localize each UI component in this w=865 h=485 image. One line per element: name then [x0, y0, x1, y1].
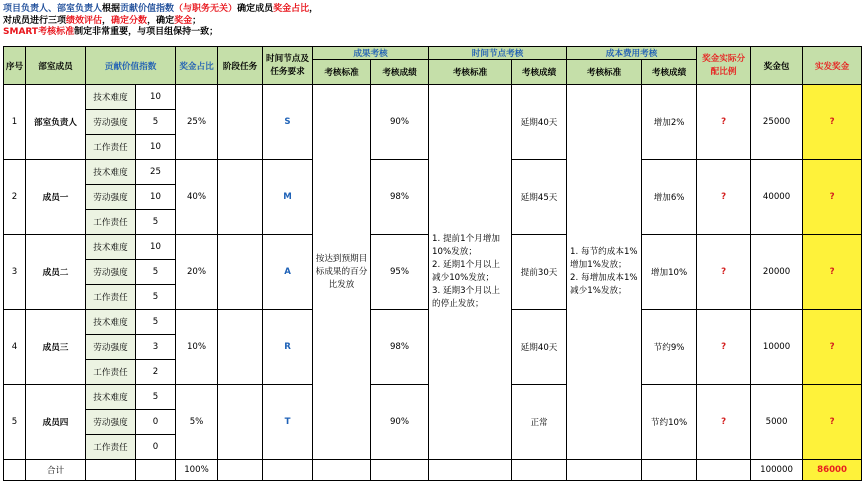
bonus-pool-cell: 40000 — [751, 160, 803, 235]
time-score-cell: 延期45天 — [512, 160, 567, 235]
seq-cell: 4 — [4, 310, 26, 385]
value-cell: 10 — [136, 235, 176, 260]
bonus-pool-cell: 10000 — [751, 310, 803, 385]
stage-task-cell — [218, 235, 263, 310]
result-score-cell: 98% — [371, 310, 429, 385]
total-empty-cell — [86, 460, 136, 481]
cost-std-cell — [567, 85, 642, 460]
value-cell: 10 — [136, 135, 176, 160]
actual-bonus-header: 实发奖金 — [803, 47, 862, 85]
note-line-3 — [3, 27, 861, 39]
value-cell: 5 — [136, 385, 176, 410]
total-empty-cell — [4, 460, 26, 481]
actual-ratio-cell: ? — [697, 235, 751, 310]
subrow-label: 技术难度 — [86, 385, 136, 410]
total-empty-cell — [371, 460, 429, 481]
actual-bonus-cell: ? — [803, 385, 862, 460]
subrow-label: 工作责任 — [86, 360, 136, 385]
actual-ratio-header: 奖金实际分配比例 — [697, 47, 751, 85]
note-text: （与职务无关） — [174, 4, 238, 14]
total-row — [4, 460, 862, 481]
note-line-2 — [3, 16, 861, 28]
actual-bonus-cell: ? — [803, 85, 862, 160]
cost-group-header: 成本费用考核 — [567, 47, 697, 60]
note-text: ， — [309, 4, 319, 14]
result-group-header: 成果考核 — [313, 47, 429, 60]
value-index-header: 贡献价值指数 — [86, 47, 176, 85]
result-score-cell: 90% — [371, 85, 429, 160]
value-cell: 10 — [136, 85, 176, 110]
subrow-label: 工作责任 — [86, 210, 136, 235]
smart-letter-cell: A — [263, 235, 313, 310]
time-score-cell: 正常 — [512, 385, 567, 460]
bonus-ratio-cell: 40% — [176, 160, 218, 235]
member-name-cell: 成员三 — [26, 310, 86, 385]
actual-bonus-cell: ? — [803, 235, 862, 310]
bonus-ratio-cell: 20% — [176, 235, 218, 310]
note-text: 确定分数 — [111, 15, 148, 26]
subrow-label: 工作责任 — [86, 435, 136, 460]
value-cell: 2 — [136, 360, 176, 385]
note-text: 项目负责人、部室负责人 — [3, 4, 103, 14]
seq-cell: 2 — [4, 160, 26, 235]
value-cell: 25 — [136, 160, 176, 185]
bonus-pool-header: 奖金包 — [751, 47, 803, 85]
note-text: 根据 — [102, 4, 121, 14]
header-row-1 — [4, 47, 862, 60]
stage-task-cell — [218, 310, 263, 385]
bonus-ratio-cell: 25% — [176, 85, 218, 160]
total-empty-cell — [642, 460, 697, 481]
time-std-cell — [429, 85, 512, 460]
seq-cell: 3 — [4, 235, 26, 310]
value-cell: 3 — [136, 335, 176, 360]
smart-letter-cell: S — [263, 85, 313, 160]
value-cell: 0 — [136, 435, 176, 460]
actual-ratio-cell: ? — [697, 85, 751, 160]
actual-bonus-cell: ? — [803, 310, 862, 385]
note-line-1 — [3, 4, 861, 16]
total-empty-cell — [136, 460, 176, 481]
cost-std-header: 考核标准 — [567, 60, 642, 85]
actual-ratio-cell: ? — [697, 310, 751, 385]
cost-score-cell: 增加2% — [642, 85, 697, 160]
table-row — [4, 85, 862, 110]
value-cell: 5 — [136, 285, 176, 310]
result-std-header: 考核标准 — [313, 60, 371, 85]
subrow-label: 技术难度 — [86, 235, 136, 260]
subrow-label: 劳动强度 — [86, 335, 136, 360]
smart-letter-cell: M — [263, 160, 313, 235]
subrow-label: 工作责任 — [86, 285, 136, 310]
time-score-header: 考核成绩 — [512, 60, 567, 85]
time-group-header: 时间节点考核 — [429, 47, 567, 60]
member-name-cell: 部室负责人 — [26, 85, 86, 160]
instruction-notes — [3, 4, 861, 39]
value-cell: 0 — [136, 410, 176, 435]
note-text: ； — [192, 15, 202, 26]
note-text: 制定非常重要，与项目组保持一致； — [74, 27, 219, 38]
time-std-line: 3. 延期3个月以上的停止发放； — [432, 286, 500, 309]
value-cell: 5 — [136, 260, 176, 285]
smart-letter-cell: R — [263, 310, 313, 385]
member-name-cell: 成员一 — [26, 160, 86, 235]
dept-header: 部室成员 — [26, 47, 86, 85]
total-pool: 100000 — [751, 460, 803, 481]
cost-score-cell: 节约10% — [642, 385, 697, 460]
bonus-ratio-header: 奖金占比 — [176, 47, 218, 85]
note-text: 绩效评估 — [66, 15, 103, 26]
subrow-label: 技术难度 — [86, 85, 136, 110]
subrow-label: 劳动强度 — [86, 110, 136, 135]
subrow-label: 劳动强度 — [86, 185, 136, 210]
note-text: 奖金占比 — [273, 4, 310, 14]
subrow-label: 工作责任 — [86, 135, 136, 160]
bonus-allocation-table — [3, 46, 862, 481]
time-score-cell: 延期40天 — [512, 85, 567, 160]
subrow-label: 技术难度 — [86, 160, 136, 185]
stage-task-header: 阶段任务 — [218, 47, 263, 85]
note-text: 确定成员 — [237, 4, 274, 14]
cost-std-line: 1. 每节约成本1%增加1%发放； — [570, 247, 638, 270]
result-std-cell: 按达到预期目标成果的百分比发放 — [313, 85, 371, 460]
note-text: 奖金 — [174, 15, 193, 26]
total-label: 合计 — [26, 460, 86, 481]
total-empty-cell — [697, 460, 751, 481]
stage-task-cell — [218, 85, 263, 160]
value-cell: 5 — [136, 110, 176, 135]
note-text: 对成员进行三项 — [3, 15, 67, 26]
bonus-pool-cell: 5000 — [751, 385, 803, 460]
note-text: 贡献价值指数 — [120, 4, 175, 14]
result-score-cell: 95% — [371, 235, 429, 310]
cost-score-cell: 节约9% — [642, 310, 697, 385]
time-score-cell: 延期40天 — [512, 310, 567, 385]
total-empty-cell — [567, 460, 642, 481]
time-score-cell: 提前30天 — [512, 235, 567, 310]
total-bonus: 86000 — [803, 460, 862, 481]
bonus-pool-cell: 20000 — [751, 235, 803, 310]
seq-cell: 1 — [4, 85, 26, 160]
result-score-cell: 90% — [371, 385, 429, 460]
note-text: ，确定 — [147, 15, 175, 26]
stage-task-cell — [218, 385, 263, 460]
seq-cell: 5 — [4, 385, 26, 460]
subrow-label: 技术难度 — [86, 310, 136, 335]
value-cell: 5 — [136, 210, 176, 235]
cost-score-header: 考核成绩 — [642, 60, 697, 85]
time-std-line: 1. 提前1个月增加10%发放； — [432, 234, 500, 257]
subrow-label: 劳动强度 — [86, 410, 136, 435]
value-cell: 10 — [136, 185, 176, 210]
time-task-header: 时间节点及任务要求 — [263, 47, 313, 85]
result-score-cell: 98% — [371, 160, 429, 235]
stage-task-cell — [218, 160, 263, 235]
time-std-header: 考核标准 — [429, 60, 512, 85]
total-empty-cell — [429, 460, 512, 481]
cost-score-cell: 增加6% — [642, 160, 697, 235]
bonus-ratio-cell: 5% — [176, 385, 218, 460]
bonus-ratio-cell: 10% — [176, 310, 218, 385]
actual-bonus-cell: ? — [803, 160, 862, 235]
member-name-cell: 成员四 — [26, 385, 86, 460]
total-empty-cell — [313, 460, 371, 481]
actual-ratio-cell: ? — [697, 160, 751, 235]
smart-letter-cell: T — [263, 385, 313, 460]
total-empty-cell — [512, 460, 567, 481]
total-empty-cell — [263, 460, 313, 481]
time-std-line: 2. 延期1个月以上减少10%发放； — [432, 260, 500, 283]
value-cell: 5 — [136, 310, 176, 335]
actual-ratio-cell: ? — [697, 385, 751, 460]
seq-header: 序号 — [4, 47, 26, 85]
bonus-pool-cell: 25000 — [751, 85, 803, 160]
subrow-label: 劳动强度 — [86, 260, 136, 285]
result-score-header: 考核成绩 — [371, 60, 429, 85]
cost-score-cell: 增加10% — [642, 235, 697, 310]
cost-std-line: 2. 每增加成本1%减少1%发放； — [570, 273, 638, 296]
note-text: SMART考核标准 — [3, 27, 75, 38]
note-text: ， — [102, 15, 112, 26]
member-name-cell: 成员二 — [26, 235, 86, 310]
total-ratio: 100% — [176, 460, 218, 481]
total-empty-cell — [218, 460, 263, 481]
